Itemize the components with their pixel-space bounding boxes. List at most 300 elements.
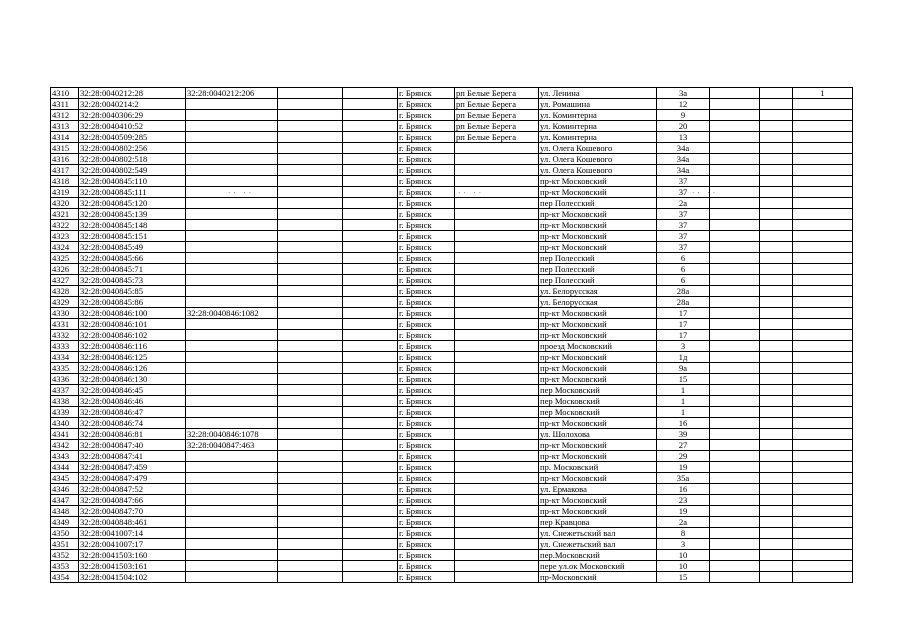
table-row [51, 528, 853, 539]
empty-cell [710, 451, 760, 462]
building-cadastral-number [186, 143, 278, 154]
empty-cell [760, 143, 793, 154]
table-row [51, 473, 853, 484]
empty-cell [343, 143, 398, 154]
empty-cell [278, 528, 343, 539]
empty-cell [710, 209, 760, 220]
empty-cell [278, 429, 343, 440]
street-cell: пр-кт Московский [539, 506, 657, 517]
row-number: 4322 [51, 220, 79, 231]
settlement-cell [455, 572, 539, 583]
cadastral-number: 32:28:0040802:518 [79, 154, 186, 165]
row-number: 4312 [51, 110, 79, 121]
settlement-cell [455, 341, 539, 352]
table-row [51, 550, 853, 561]
empty-cell [710, 220, 760, 231]
house-number-cell: 37 [657, 242, 710, 253]
building-cadastral-number [186, 363, 278, 374]
house-number-cell: 6 [657, 264, 710, 275]
cadastral-number: 32:28:0040847:40 [79, 440, 186, 451]
cadastral-number: 32:28:0040846:81 [79, 429, 186, 440]
cadastral-number: 32:28:0040845:73 [79, 275, 186, 286]
empty-cell [710, 176, 760, 187]
count-cell [793, 451, 853, 462]
settlement-cell [455, 286, 539, 297]
empty-cell [710, 572, 760, 583]
street-cell: пер Московский [539, 385, 657, 396]
count-cell [793, 242, 853, 253]
city-cell: г. Брянск [398, 539, 455, 550]
settlement-cell [455, 462, 539, 473]
house-number-cell: 20 [657, 121, 710, 132]
empty-cell [343, 385, 398, 396]
city-cell: г. Брянск [398, 275, 455, 286]
empty-cell [278, 176, 343, 187]
row-number: 4315 [51, 143, 79, 154]
city-cell: г. Брянск [398, 473, 455, 484]
empty-cell [343, 561, 398, 572]
cadastral-number: 32:28:0040846:74 [79, 418, 186, 429]
empty-cell [343, 363, 398, 374]
settlement-cell [455, 154, 539, 165]
empty-cell [343, 176, 398, 187]
empty-cell [278, 440, 343, 451]
city-cell: г. Брянск [398, 374, 455, 385]
house-number-cell: 16 [657, 418, 710, 429]
settlement-cell [455, 495, 539, 506]
count-cell [793, 550, 853, 561]
house-number-cell: 37 [657, 220, 710, 231]
empty-cell [760, 484, 793, 495]
street-cell: пер.Московский [539, 550, 657, 561]
house-number-cell: 23 [657, 495, 710, 506]
street-cell: пр-Московский [539, 572, 657, 583]
row-number: 4339 [51, 407, 79, 418]
row-number: 4329 [51, 297, 79, 308]
city-cell: г. Брянск [398, 165, 455, 176]
settlement-cell [455, 330, 539, 341]
row-number: 4313 [51, 121, 79, 132]
cadastral-number: 32:28:0041007:17 [79, 539, 186, 550]
city-cell: г. Брянск [398, 363, 455, 374]
building-cadastral-number [186, 539, 278, 550]
empty-cell [278, 297, 343, 308]
empty-cell [343, 473, 398, 484]
table-row [51, 539, 853, 550]
empty-cell [278, 407, 343, 418]
cadastral-number: 32:28:0041007:14 [79, 528, 186, 539]
empty-cell [760, 88, 793, 99]
empty-cell [710, 484, 760, 495]
empty-cell [278, 132, 343, 143]
empty-cell [278, 209, 343, 220]
table-row [51, 561, 853, 572]
empty-cell [343, 319, 398, 330]
house-number-cell: 3а [657, 88, 710, 99]
empty-cell [760, 440, 793, 451]
empty-cell [710, 462, 760, 473]
count-cell [793, 572, 853, 583]
table-row [51, 231, 853, 242]
city-cell: г. Брянск [398, 176, 455, 187]
city-cell: г. Брянск [398, 396, 455, 407]
building-cadastral-number [186, 165, 278, 176]
row-number: 4323 [51, 231, 79, 242]
house-number-cell: 3 [657, 539, 710, 550]
row-number: 4345 [51, 473, 79, 484]
empty-cell [278, 462, 343, 473]
empty-cell [278, 154, 343, 165]
city-cell: г. Брянск [398, 407, 455, 418]
registry-sheet [50, 87, 852, 583]
empty-cell [278, 286, 343, 297]
house-number-cell: 17 [657, 330, 710, 341]
empty-cell [760, 275, 793, 286]
empty-cell [278, 253, 343, 264]
empty-cell [278, 363, 343, 374]
building-cadastral-number [186, 132, 278, 143]
empty-cell [278, 561, 343, 572]
street-cell: ул. Ромашина [539, 99, 657, 110]
row-number: 4348 [51, 506, 79, 517]
empty-cell [278, 517, 343, 528]
row-number: 4324 [51, 242, 79, 253]
building-cadastral-number [186, 319, 278, 330]
row-number: 4342 [51, 440, 79, 451]
city-cell: г. Брянск [398, 561, 455, 572]
empty-cell [760, 539, 793, 550]
cadastral-number: 32:28:0040846:45 [79, 385, 186, 396]
street-cell: пр-кт Московский [539, 242, 657, 253]
count-cell [793, 264, 853, 275]
empty-cell [278, 473, 343, 484]
settlement-cell [455, 528, 539, 539]
city-cell: г. Брянск [398, 484, 455, 495]
empty-cell [760, 187, 793, 198]
count-cell [793, 341, 853, 352]
table-row [51, 374, 853, 385]
house-number-cell: 9а [657, 363, 710, 374]
city-cell: г. Брянск [398, 297, 455, 308]
city-cell: г. Брянск [398, 253, 455, 264]
street-cell: ул. Белорусская [539, 297, 657, 308]
building-cadastral-number [186, 572, 278, 583]
cadastral-number: 32:28:0040845:66 [79, 253, 186, 264]
empty-cell [710, 275, 760, 286]
city-cell: г. Брянск [398, 198, 455, 209]
city-cell: г. Брянск [398, 341, 455, 352]
house-number-cell: 6 [657, 253, 710, 264]
house-number-cell: 15 [657, 572, 710, 583]
street-cell: пр-кт Московский [539, 330, 657, 341]
table-row [51, 440, 853, 451]
building-cadastral-number [186, 451, 278, 462]
settlement-cell: рп Белые Берега [455, 99, 539, 110]
row-number: 4319 [51, 187, 79, 198]
count-cell [793, 319, 853, 330]
house-number-cell: 19 [657, 506, 710, 517]
settlement-cell [455, 561, 539, 572]
empty-cell [343, 275, 398, 286]
empty-cell [710, 330, 760, 341]
street-cell: пр-кт Московский [539, 220, 657, 231]
settlement-cell [455, 319, 539, 330]
empty-cell [278, 495, 343, 506]
empty-cell [760, 231, 793, 242]
cadastral-number: 32:28:0040845:111 [79, 187, 186, 198]
house-number-cell: 34а [657, 154, 710, 165]
row-number: 4317 [51, 165, 79, 176]
house-number-cell: 1 [657, 396, 710, 407]
street-cell: пр-кт Московский [539, 418, 657, 429]
empty-cell [278, 220, 343, 231]
empty-cell [343, 528, 398, 539]
street-cell: пер Московский [539, 407, 657, 418]
table-row [51, 341, 853, 352]
house-number-cell: 34а [657, 143, 710, 154]
count-cell [793, 495, 853, 506]
empty-cell [710, 286, 760, 297]
row-number: 4353 [51, 561, 79, 572]
street-cell: пр-кт Московский [539, 187, 657, 198]
empty-cell [760, 264, 793, 275]
scan-noise: ·· ·· [458, 189, 485, 197]
count-cell [793, 176, 853, 187]
empty-cell [710, 297, 760, 308]
building-cadastral-number [186, 374, 278, 385]
empty-cell [343, 242, 398, 253]
count-cell [793, 528, 853, 539]
empty-cell [278, 99, 343, 110]
table-row [51, 121, 853, 132]
building-cadastral-number [186, 341, 278, 352]
city-cell: г. Брянск [398, 451, 455, 462]
row-number: 4331 [51, 319, 79, 330]
city-cell: г. Брянск [398, 286, 455, 297]
empty-cell [278, 121, 343, 132]
empty-cell [343, 297, 398, 308]
table-row [51, 209, 853, 220]
city-cell: г. Брянск [398, 440, 455, 451]
cadastral-number: 32:28:0040306:29 [79, 110, 186, 121]
city-cell: г. Брянск [398, 99, 455, 110]
table-row [51, 407, 853, 418]
empty-cell [343, 484, 398, 495]
row-number: 4328 [51, 286, 79, 297]
count-cell [793, 407, 853, 418]
cadastral-number: 32:28:0040845:120 [79, 198, 186, 209]
house-number-cell: 17 [657, 308, 710, 319]
count-cell [793, 352, 853, 363]
cadastral-number: 32:28:0040802:549 [79, 165, 186, 176]
empty-cell [278, 143, 343, 154]
cadastral-number: 32:28:0040845:49 [79, 242, 186, 253]
table-row [51, 396, 853, 407]
settlement-cell [455, 363, 539, 374]
empty-cell [760, 550, 793, 561]
empty-cell [710, 374, 760, 385]
empty-cell [760, 154, 793, 165]
table-row [51, 352, 853, 363]
empty-cell [710, 121, 760, 132]
settlement-cell [455, 407, 539, 418]
cadastral-number: 32:28:0041504:102 [79, 572, 186, 583]
table-row [51, 572, 853, 583]
cadastral-number: 32:28:0040847:41 [79, 451, 186, 462]
city-cell: г. Брянск [398, 132, 455, 143]
empty-cell [710, 418, 760, 429]
registry-table [50, 87, 853, 583]
building-cadastral-number [186, 154, 278, 165]
city-cell: г. Брянск [398, 220, 455, 231]
house-number-cell: 1 [657, 385, 710, 396]
count-cell [793, 110, 853, 121]
empty-cell [710, 440, 760, 451]
count-cell [793, 143, 853, 154]
cadastral-number: 32:28:0040846:102 [79, 330, 186, 341]
empty-cell [760, 528, 793, 539]
settlement-cell [455, 352, 539, 363]
empty-cell [710, 429, 760, 440]
street-cell: ул. Белорусская [539, 286, 657, 297]
table-row [51, 264, 853, 275]
building-cadastral-number [186, 517, 278, 528]
cadastral-number: 32:28:0041503:160 [79, 550, 186, 561]
table-row [51, 330, 853, 341]
settlement-cell [455, 231, 539, 242]
building-cadastral-number [186, 231, 278, 242]
table-row [51, 220, 853, 231]
row-number: 4340 [51, 418, 79, 429]
house-number-cell: 1д [657, 352, 710, 363]
cadastral-number: 32:28:0040846:46 [79, 396, 186, 407]
empty-cell [710, 319, 760, 330]
empty-cell [278, 198, 343, 209]
count-cell [793, 561, 853, 572]
empty-cell [343, 220, 398, 231]
table-row [51, 99, 853, 110]
empty-cell [760, 451, 793, 462]
street-cell: ул. Олега Кошевого [539, 154, 657, 165]
empty-cell [343, 110, 398, 121]
table-row [51, 242, 853, 253]
empty-cell [278, 275, 343, 286]
street-cell: ул. Олега Кошевого [539, 165, 657, 176]
building-cadastral-number [186, 407, 278, 418]
city-cell: г. Брянск [398, 517, 455, 528]
empty-cell [278, 418, 343, 429]
table-row [51, 198, 853, 209]
cadastral-number: 32:28:0040848:461 [79, 517, 186, 528]
house-number-cell: 2а [657, 198, 710, 209]
cadastral-number: 32:28:0040845:86 [79, 297, 186, 308]
empty-cell [278, 231, 343, 242]
empty-cell [343, 308, 398, 319]
settlement-cell [455, 429, 539, 440]
empty-cell [343, 374, 398, 385]
empty-cell [710, 132, 760, 143]
building-cadastral-number [186, 561, 278, 572]
street-cell: ул. Коминтерна [539, 132, 657, 143]
cadastral-number: 32:28:0040212:28 [79, 88, 186, 99]
house-number-cell: 16 [657, 484, 710, 495]
cadastral-number: 32:28:0040847:52 [79, 484, 186, 495]
empty-cell [760, 473, 793, 484]
building-cadastral-number [186, 473, 278, 484]
row-number: 4318 [51, 176, 79, 187]
empty-cell [760, 374, 793, 385]
table-row [51, 363, 853, 374]
city-cell: г. Брянск [398, 330, 455, 341]
cadastral-number: 32:28:0040846:100 [79, 308, 186, 319]
empty-cell [760, 99, 793, 110]
empty-cell [710, 363, 760, 374]
row-number: 4350 [51, 528, 79, 539]
city-cell: г. Брянск [398, 121, 455, 132]
empty-cell [760, 363, 793, 374]
street-cell: ул. Коминтерна [539, 121, 657, 132]
count-cell [793, 385, 853, 396]
count-cell [793, 308, 853, 319]
cadastral-number: 32:28:0040846:125 [79, 352, 186, 363]
count-cell [793, 539, 853, 550]
street-cell: пер Полесский [539, 253, 657, 264]
row-number: 4316 [51, 154, 79, 165]
street-cell: ул. Коминтерна [539, 110, 657, 121]
empty-cell [710, 550, 760, 561]
street-cell: пер Московский [539, 396, 657, 407]
house-number-cell: 15 [657, 374, 710, 385]
settlement-cell [455, 264, 539, 275]
city-cell: г. Брянск [398, 231, 455, 242]
count-cell [793, 374, 853, 385]
settlement-cell [455, 242, 539, 253]
empty-cell [278, 506, 343, 517]
row-number: 4326 [51, 264, 79, 275]
empty-cell [278, 374, 343, 385]
house-number-cell: 8 [657, 528, 710, 539]
empty-cell [343, 462, 398, 473]
empty-cell [278, 319, 343, 330]
city-cell: г. Брянск [398, 572, 455, 583]
street-cell: пр-кт Московский [539, 308, 657, 319]
street-cell: пр-кт Московский [539, 374, 657, 385]
count-cell [793, 418, 853, 429]
building-cadastral-number: 32:28:0040847:463 [186, 440, 278, 451]
house-number-cell: 29 [657, 451, 710, 462]
table-row [51, 143, 853, 154]
empty-cell [343, 352, 398, 363]
empty-cell [710, 88, 760, 99]
settlement-cell: рп Белые Берега [455, 110, 539, 121]
count-cell [793, 99, 853, 110]
empty-cell [710, 407, 760, 418]
empty-cell [343, 253, 398, 264]
street-cell: пр. Московский [539, 462, 657, 473]
building-cadastral-number [186, 495, 278, 506]
city-cell: г. Брянск [398, 352, 455, 363]
empty-cell [710, 308, 760, 319]
table-row [51, 132, 853, 143]
settlement-cell [455, 506, 539, 517]
empty-cell [710, 528, 760, 539]
settlement-cell [455, 550, 539, 561]
empty-cell [343, 264, 398, 275]
empty-cell [760, 121, 793, 132]
count-cell [793, 330, 853, 341]
city-cell: г. Брянск [398, 462, 455, 473]
street-cell: ул. Олега Кошевого [539, 143, 657, 154]
